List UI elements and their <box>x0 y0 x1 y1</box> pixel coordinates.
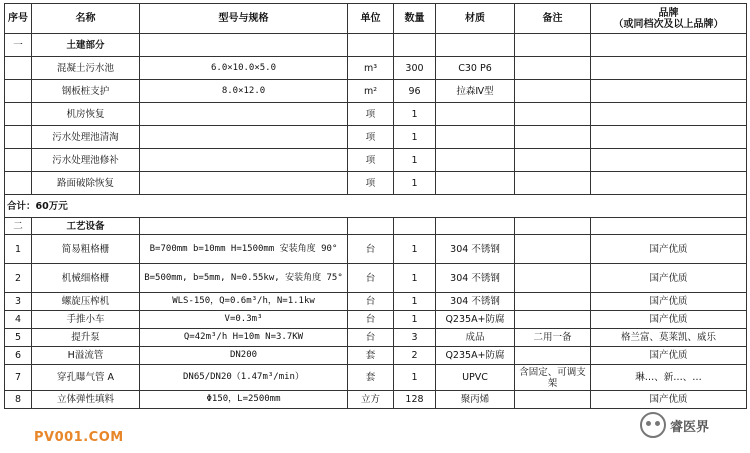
header-unit: 单位 <box>348 4 394 34</box>
item-qty: 96 <box>394 80 436 103</box>
item-name: 机械细格栅 <box>32 264 140 293</box>
section-no: 二 <box>5 218 32 235</box>
item-qty: 1 <box>394 172 436 195</box>
item-unit: 套 <box>348 347 394 365</box>
table-row <box>5 365 747 391</box>
item-unit: 套 <box>348 365 394 391</box>
section-row <box>5 34 747 57</box>
section-total: 合计：60万元 <box>5 195 747 218</box>
table-row <box>5 149 747 172</box>
item-model: B=700mm b=10mm H=1500mm 安装角度 90° <box>140 235 348 264</box>
item-model: WLS-150，Q=0.6m³/h，N=1.1kw <box>140 293 348 311</box>
item-unit: 项 <box>348 103 394 126</box>
header-brand <box>591 4 747 34</box>
header-material: 材质 <box>436 4 515 34</box>
item-no: 3 <box>5 293 32 311</box>
item-brand: 国产优质 <box>591 264 747 293</box>
item-material <box>436 172 515 195</box>
item-brand <box>591 149 747 172</box>
item-note: 含固定、可调支架 <box>515 365 591 391</box>
item-no: 8 <box>5 391 32 409</box>
item-model <box>140 103 348 126</box>
item-model: 6.0×10.0×5.0 <box>140 57 348 80</box>
item-no: 2 <box>5 264 32 293</box>
item-qty: 1 <box>394 149 436 172</box>
item-material: 拉森Ⅳ型 <box>436 80 515 103</box>
item-model: Φ150，L=2500mm <box>140 391 348 409</box>
item-unit: 项 <box>348 126 394 149</box>
header-brand-line2: （或同档次及以上品牌） <box>613 18 724 30</box>
item-brand: 国产优质 <box>591 235 747 264</box>
item-name: 路面破除恢复 <box>32 172 140 195</box>
item-qty: 300 <box>394 57 436 80</box>
item-unit: 台 <box>348 329 394 347</box>
item-material: C30 P6 <box>436 57 515 80</box>
item-note: 二用一备 <box>515 329 591 347</box>
item-name: 机房恢复 <box>32 103 140 126</box>
item-brand <box>591 172 747 195</box>
item-no: 6 <box>5 347 32 365</box>
item-name: 简易粗格栅 <box>32 235 140 264</box>
item-note <box>515 103 591 126</box>
item-no: 4 <box>5 311 32 329</box>
item-name: 污水处理池修补 <box>32 149 140 172</box>
item-model: V=0.3m³ <box>140 311 348 329</box>
table-row <box>5 103 747 126</box>
item-model: B=500mm, b=5mm, N=0.55kw, 安装角度 75° <box>140 264 348 293</box>
item-no: 5 <box>5 329 32 347</box>
equipment-spec-table <box>4 3 747 409</box>
table-row <box>5 391 747 409</box>
item-name: 混凝土污水池 <box>32 57 140 80</box>
item-brand: 琳…、新…、… <box>591 365 747 391</box>
item-brand: 国产优质 <box>591 391 747 409</box>
item-material: 成品 <box>436 329 515 347</box>
item-qty: 1 <box>394 365 436 391</box>
item-unit: 项 <box>348 172 394 195</box>
header-name: 名称 <box>32 4 140 34</box>
item-name: 立体弹性填料 <box>32 391 140 409</box>
total-row <box>5 195 747 218</box>
item-model: 8.0×12.0 <box>140 80 348 103</box>
item-brand: 格兰富、莫莱凯、威乐 <box>591 329 747 347</box>
item-unit: 台 <box>348 293 394 311</box>
watermark: PV001.COM <box>34 430 124 445</box>
item-material <box>436 126 515 149</box>
item-no: 7 <box>5 365 32 391</box>
item-name: H溢流管 <box>32 347 140 365</box>
item-unit: m³ <box>348 57 394 80</box>
item-material: 304 不锈钢 <box>436 293 515 311</box>
header-qty: 数量 <box>394 4 436 34</box>
logo-text: 睿医界 <box>670 419 710 435</box>
header-row <box>5 4 747 34</box>
item-qty: 1 <box>394 103 436 126</box>
logo-icon <box>640 412 666 438</box>
item-note <box>515 264 591 293</box>
item-brand <box>591 57 747 80</box>
header-note: 备注 <box>515 4 591 34</box>
table-row <box>5 57 747 80</box>
item-note <box>515 172 591 195</box>
item-name: 螺旋压榨机 <box>32 293 140 311</box>
item-model <box>140 126 348 149</box>
item-unit: m² <box>348 80 394 103</box>
item-unit: 项 <box>348 149 394 172</box>
item-qty: 1 <box>394 311 436 329</box>
item-name: 手推小车 <box>32 311 140 329</box>
table-row <box>5 311 747 329</box>
item-unit: 台 <box>348 311 394 329</box>
section-no: 一 <box>5 34 32 57</box>
item-unit: 立方 <box>348 391 394 409</box>
item-name: 穿孔曝气管 A <box>32 365 140 391</box>
item-material: 304 不锈钢 <box>436 264 515 293</box>
item-brand: 国产优质 <box>591 293 747 311</box>
table-row <box>5 126 747 149</box>
item-qty: 1 <box>394 293 436 311</box>
header-brand-line1: 品牌 <box>658 7 679 19</box>
item-qty: 1 <box>394 126 436 149</box>
item-name: 提升泵 <box>32 329 140 347</box>
item-qty: 3 <box>394 329 436 347</box>
table-row <box>5 293 747 311</box>
item-no: 1 <box>5 235 32 264</box>
section-row <box>5 218 747 235</box>
item-qty: 1 <box>394 235 436 264</box>
item-note <box>515 126 591 149</box>
item-model <box>140 172 348 195</box>
item-material: UPVC <box>436 365 515 391</box>
item-material <box>436 103 515 126</box>
item-material <box>436 149 515 172</box>
item-note <box>515 347 591 365</box>
item-note <box>515 391 591 409</box>
item-name: 钢板桩支护 <box>32 80 140 103</box>
item-note <box>515 311 591 329</box>
item-note <box>515 80 591 103</box>
item-name: 污水处理池清淘 <box>32 126 140 149</box>
item-brand <box>591 103 747 126</box>
item-brand <box>591 80 747 103</box>
item-material: Q235A+防腐 <box>436 347 515 365</box>
item-qty: 128 <box>394 391 436 409</box>
item-qty: 2 <box>394 347 436 365</box>
item-brand: 国产优质 <box>591 347 747 365</box>
header-no: 序号 <box>5 4 32 34</box>
item-note <box>515 149 591 172</box>
item-note <box>515 57 591 80</box>
table-row <box>5 235 747 264</box>
table-row <box>5 347 747 365</box>
item-model <box>140 149 348 172</box>
item-unit: 台 <box>348 235 394 264</box>
item-model: DN200 <box>140 347 348 365</box>
table-row <box>5 80 747 103</box>
item-qty: 1 <box>394 264 436 293</box>
brand-logo <box>640 412 709 438</box>
item-brand: 国产优质 <box>591 311 747 329</box>
table-row <box>5 329 747 347</box>
table-row <box>5 264 747 293</box>
item-brand <box>591 126 747 149</box>
item-material: 聚丙烯 <box>436 391 515 409</box>
item-material: Q235A+防腐 <box>436 311 515 329</box>
item-material: 304 不锈钢 <box>436 235 515 264</box>
header-model: 型号与规格 <box>140 4 348 34</box>
section-title: 工艺设备 <box>32 218 140 235</box>
table-row <box>5 172 747 195</box>
item-unit: 台 <box>348 264 394 293</box>
item-note <box>515 235 591 264</box>
section-title: 土建部分 <box>32 34 140 57</box>
item-note <box>515 293 591 311</box>
item-model: Q=42m³/h H=10m N=3.7KW <box>140 329 348 347</box>
item-model: DN65/DN20（1.47m³/min） <box>140 365 348 391</box>
